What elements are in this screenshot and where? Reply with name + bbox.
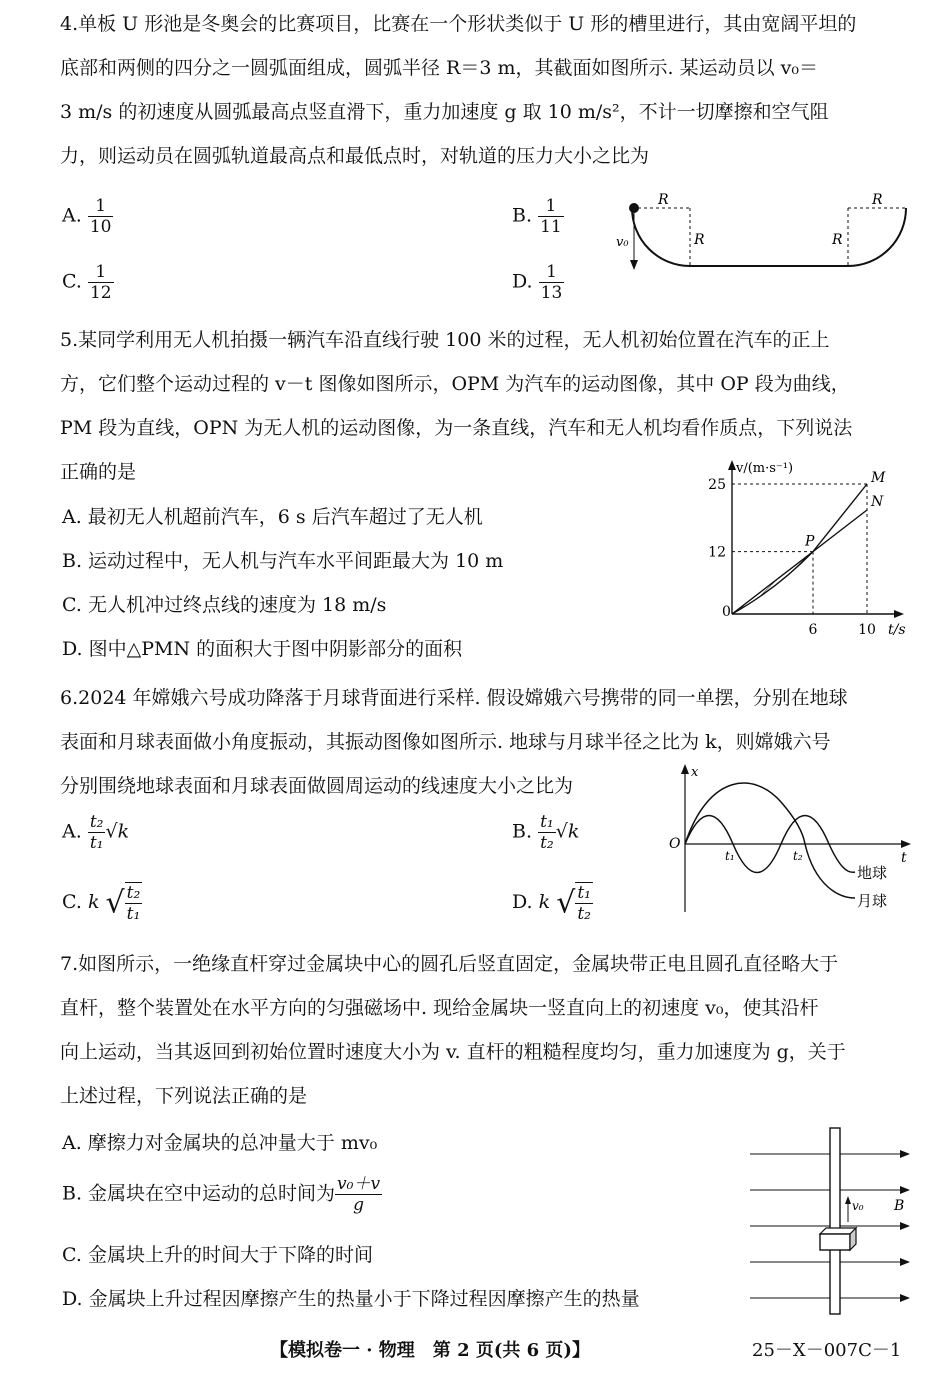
q4-v0-label: v₀: [616, 235, 629, 250]
q6-option-b: B. $\frac{\text{t₁}}{\text{t₂}}$ √k: [512, 812, 580, 853]
t1-label: t₁: [725, 849, 735, 863]
q4-line-2: 底部和两侧的四分之一圆弧面组成，圆弧半径 R＝3 m，其截面如图所示. 某运动员以 v₀＝: [60, 57, 818, 79]
field-arrow-3: [900, 1222, 910, 1230]
question-4: [60, 2, 910, 178]
y-tick-25: 25: [708, 477, 726, 493]
series-opn-line: [732, 510, 867, 614]
q4-line-3: 3 m/s 的初速度从圆弧最高点竖直滑下，重力加速度 g 取 10 m/s²，不计一切摩擦和空气阻: [60, 101, 829, 123]
q5-option-d: D. 图中△PMN 的面积大于图中阴影部分的面积: [62, 638, 463, 660]
q6-option-a: A. $\frac{\text{t₂}}{\text{t₁}}$ √k: [62, 812, 130, 853]
x-axis-arrow: [894, 610, 904, 618]
metal-block: [820, 1234, 850, 1250]
r-label-top-right: R: [872, 192, 883, 208]
q7-line-1: 7.如图所示，一绝缘直杆穿过金属块中心的圆孔后竖直固定，金属块带正电且圆孔直径略大于: [60, 953, 839, 975]
q4-line-1: 4.单板 U 形池是冬奥会的比赛项目，比赛在一个形状类似于 U 形的槽里进行，其由宽阔平坦的: [60, 13, 857, 35]
field-arrow-4: [900, 1258, 910, 1266]
v0-arrow-head: [630, 260, 638, 270]
q4-option-b: B. $\frac{1}{11}$: [512, 196, 562, 237]
series-opm-line: [813, 484, 867, 552]
q4-option-a: A. $\frac{1}{10}$: [62, 196, 112, 237]
u-pool-track: [632, 208, 906, 266]
t-axis-arrow: [901, 840, 911, 848]
o-label: O: [669, 836, 681, 852]
q5-line-1: 5.某同学利用无人机拍摄一辆汽车沿直线行驶 100 米的过程，无人机初始位置在汽车的正上: [60, 329, 830, 351]
q6-line-3: 分别围绕地球表面和月球表面做圆周运动的线速度大小之比为: [60, 775, 574, 797]
q5-line-3: PM 段为直线，OPN 为无人机的运动图像，为一条直线，汽车和无人机均看作质点，下列说法: [60, 417, 853, 439]
q6-option-d: D. k √ $\frac{\text{t₁}}{\text{t₂}}$: [512, 883, 591, 924]
q5-vt-chart: [700, 458, 915, 638]
q7-line-3: 向上运动，当其返回到初始位置时速度大小为 v. 直杆的粗糙程度均匀，重力加速度为 g，关于: [60, 1041, 846, 1063]
y-tick-12: 12: [708, 544, 726, 561]
q5-option-b: B. 运动过程中，无人机与汽车水平间距最大为 10 m: [62, 550, 504, 572]
r-label-top-left: R: [658, 192, 669, 208]
moon-label: 月球: [857, 892, 888, 910]
field-arrow-5: [900, 1294, 910, 1302]
q4-option-c: C. $\frac{1}{12}$: [62, 262, 112, 303]
q7-option-a: A. 摩擦力对金属块的总冲量大于 mv₀: [62, 1132, 378, 1154]
q6-oscillation-figure: [665, 762, 915, 922]
q7-option-c: C. 金属块上升的时间大于下降的时间: [62, 1244, 373, 1266]
q7-rod-magnetic-figure: [748, 1126, 913, 1316]
point-label-p: P: [805, 533, 815, 550]
q6-line-1: 6.2024 年嫦娥六号成功降落于月球背面进行采样. 假设嫦娥六号携带的同一单摆，分别在地球: [60, 687, 848, 709]
q4-u-pool-figure: [600, 188, 920, 278]
y-axis-arrow: [728, 460, 736, 470]
q6-line-2: 表面和月球表面做小角度振动，其振动图像如图所示. 地球与月球半径之比为 k，则嫦娥六号: [60, 731, 831, 753]
q7-option-d: D. 金属块上升过程因摩擦产生的热量小于下降过程因摩擦产生的热量: [62, 1288, 640, 1310]
x-axis-arrow: [681, 764, 689, 774]
athlete-ball: [629, 203, 639, 213]
r-label-vertical-left: R: [694, 232, 705, 248]
earth-label: 地球: [857, 864, 888, 882]
y-axis-label: v/(m·s⁻¹): [736, 461, 794, 476]
q4-line-4: 力，则运动员在圆弧轨道最高点和最低点时，对轨道的压力大小之比为: [60, 145, 650, 167]
q4-option-d: D. $\frac{1}{13}$: [512, 262, 563, 303]
b-label: B: [894, 1198, 905, 1214]
field-arrow-2: [900, 1186, 910, 1194]
q5-option-a: A. 最初无人机超前汽车，6 s 后汽车超过了无人机: [62, 506, 483, 528]
v0-arrow-head: [845, 1196, 851, 1204]
r-label-vertical-right: R: [832, 232, 843, 248]
x-tick-6: 6: [808, 622, 818, 638]
point-label-n: N: [871, 494, 884, 510]
q7-v0-label: v₀: [852, 1199, 864, 1213]
point-label-m: M: [871, 470, 886, 486]
origin-label: 0: [722, 604, 731, 620]
x-label: x: [691, 765, 699, 780]
field-arrow-1: [900, 1150, 910, 1158]
q7-line-2: 直杆，整个装置处在水平方向的匀强磁场中. 现给金属块一竖直向上的初速度 v₀，使其沿杆: [60, 997, 819, 1019]
footer-code: 25－X－007C－1: [752, 1340, 902, 1361]
x-tick-10: 10: [858, 622, 876, 638]
q5-option-c: C. 无人机冲过终点线的速度为 18 m/s: [62, 594, 387, 616]
footer-center: 【模拟卷一 · 物理 第 2 页(共 6 页)】: [270, 1340, 590, 1361]
q7-line-4: 上述过程，下列说法正确的是: [60, 1085, 308, 1107]
t2-label: t₂: [793, 849, 803, 863]
q5-line-4: 正确的是: [60, 461, 137, 483]
q6-option-c: C. k √ $\frac{\text{t₂}}{\text{t₁}}$: [62, 883, 141, 924]
insulating-rod: [830, 1128, 840, 1314]
x-axis-label: t/s: [888, 622, 906, 638]
q7-option-b: B. 金属块在空中运动的总时间为 $\frac{\text{v₀＋v}}{g}$: [62, 1174, 381, 1215]
q5-line-2: 方，它们整个运动过程的 v－t 图像如图所示，OPM 为汽车的运动图像，其中 OP 段为曲线，: [60, 373, 850, 395]
question-7: [60, 942, 910, 1118]
t-label: t: [901, 850, 907, 866]
moon-curve: [685, 783, 855, 898]
